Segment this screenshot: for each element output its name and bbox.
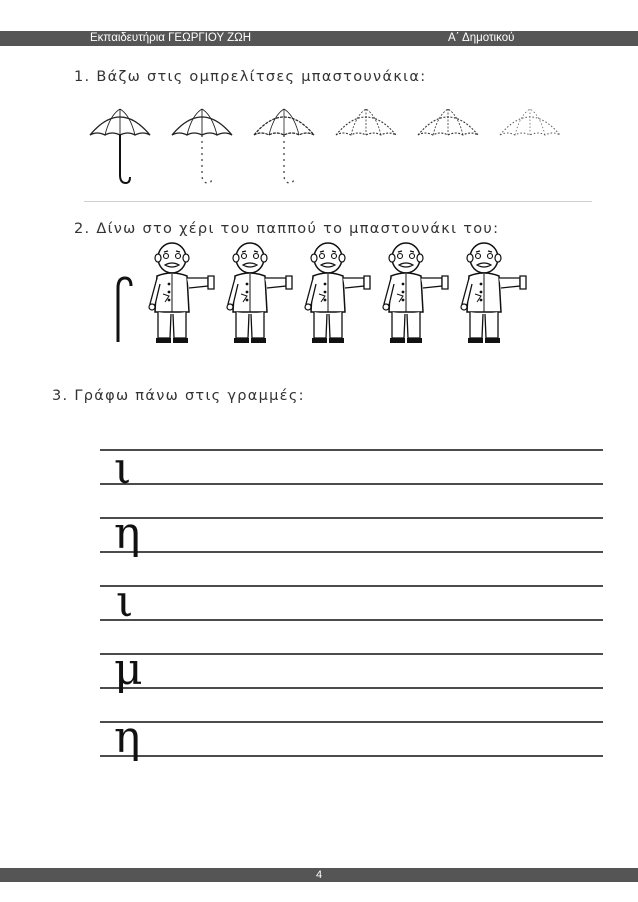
model-letter-5: η xyxy=(114,712,141,763)
section-divider xyxy=(84,201,592,202)
exercise-3-instruction: 3. Γράφω πάνω στις γραμμές: xyxy=(52,388,305,404)
exercise-1-instruction: 1. Βάζω στις ομπρελίτσες μπαστουνάκια: xyxy=(74,69,427,85)
umbrella-2-icon xyxy=(172,109,232,183)
school-name: Εκπαιδευτήρια ΓΕΩΡΓΙΟΥ ΖΩΗ xyxy=(90,32,252,44)
cane-icon xyxy=(118,278,131,342)
model-letter-2: η xyxy=(114,508,141,559)
writing-row-5 xyxy=(100,712,603,763)
model-letter-1: ι xyxy=(114,448,132,494)
exercise-2-instruction: 2. Δίνω στο χέρι του παππού το μπαστουνάκι του: xyxy=(74,221,500,237)
page-number: 4 xyxy=(315,869,323,881)
writing-row-3 xyxy=(100,576,603,627)
handwriting-lines xyxy=(100,448,603,768)
writing-row-1 xyxy=(100,448,603,494)
writing-row-4 xyxy=(100,644,603,695)
grandpa-2-icon xyxy=(227,243,292,343)
header-bar xyxy=(0,31,638,46)
grade-label: Α΄ Δημοτικού xyxy=(448,32,515,44)
umbrella-3-icon xyxy=(254,109,314,183)
grandpa-4-icon xyxy=(383,243,448,343)
umbrella-1-icon xyxy=(90,109,150,183)
grandpa-row xyxy=(104,240,534,348)
umbrella-5-icon xyxy=(418,109,478,135)
grandpa-3-icon xyxy=(305,243,370,343)
model-letter-4: μ xyxy=(114,644,143,695)
grandpa-1-icon xyxy=(149,243,214,343)
model-letter-3: ι xyxy=(116,576,134,627)
grandpa-5-icon xyxy=(461,243,526,343)
umbrella-4-icon xyxy=(336,109,396,135)
umbrella-row xyxy=(84,103,574,193)
umbrella-6-icon xyxy=(500,109,560,135)
footer-bar xyxy=(0,868,638,882)
writing-row-2 xyxy=(100,508,603,559)
